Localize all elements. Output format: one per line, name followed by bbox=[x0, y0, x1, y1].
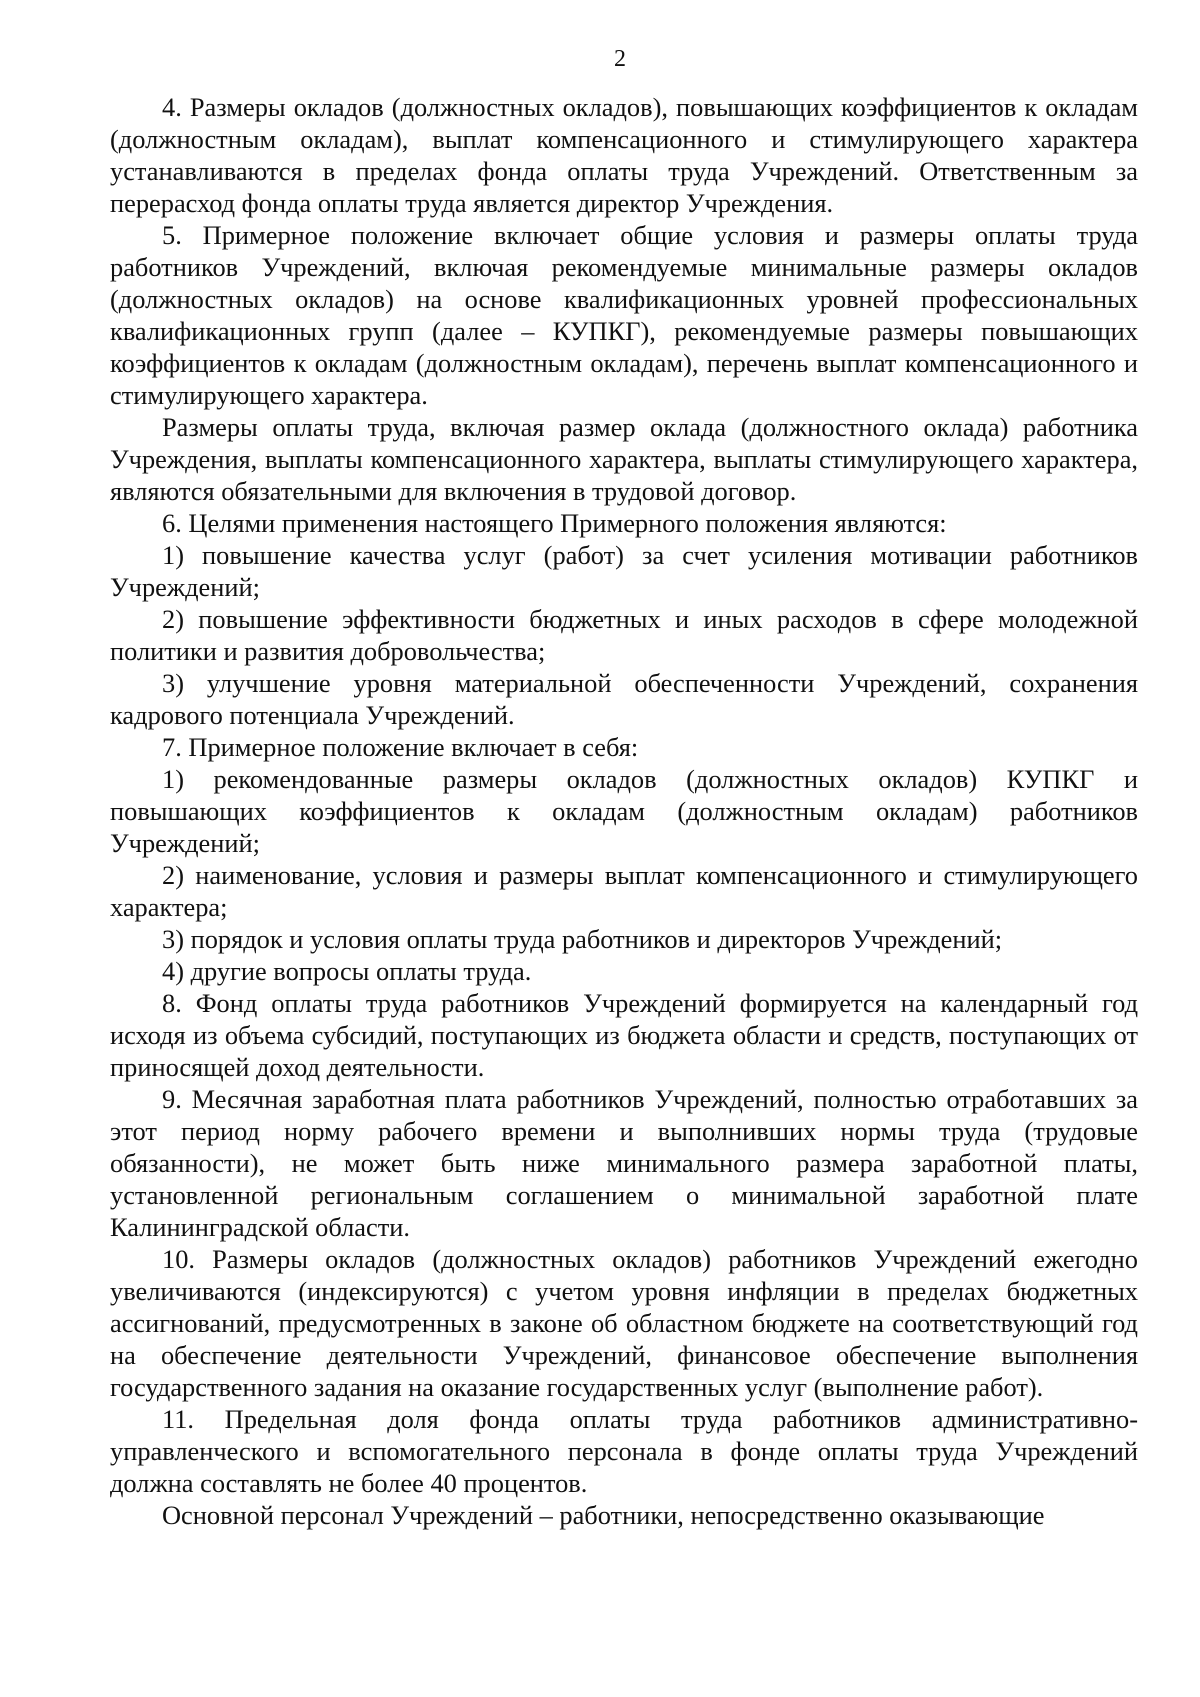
paragraph-9: 9. Месячная заработная плата работников Учреждений, полностью отработавших за этот период норму рабочего времени и выполнивших нормы труда (трудовые обязанности), не может быть ниже минимального размера заработной платы, установленной региональным соглашением о минимальной заработной плате Калининградской области. bbox=[110, 1084, 1138, 1242]
paragraph-7-item-2: 2) наименование, условия и размеры выплат компенсационного и стимулирующего характера; bbox=[110, 860, 1138, 922]
paragraph-6-item-3: 3) улучшение уровня материальной обеспеченности Учреждений, сохранения кадрового потенциала Учреждений. bbox=[110, 668, 1138, 730]
document-body bbox=[110, 91, 1138, 1531]
page-number: 2 bbox=[614, 46, 626, 72]
paragraph-7-item-4: 4) другие вопросы оплаты труда. bbox=[162, 956, 532, 986]
paragraph-6-item-1: 1) повышение качества услуг (работ) за счет усиления мотивации работников Учреждений; bbox=[110, 540, 1138, 602]
paragraph-4: 4. Размеры окладов (должностных окладов), повышающих коэффициентов к окладам (должностным окладам), выплат компенсационного и стимулирующего характера устанавливаются в пределах фонда оплаты труда Учреждений. Ответственным за перерасход фонда оплаты труда является директор Учреждения. bbox=[110, 92, 1138, 218]
paragraph-11: 11. Предельная доля фонда оплаты труда работников административно-управленческого и вспомогательного персонала в фонде оплаты труда Учреждений должна составлять не более 40 процентов. bbox=[110, 1404, 1138, 1498]
paragraph-7-item-3: 3) порядок и условия оплаты труда работников и директоров Учреждений; bbox=[162, 924, 1003, 954]
paragraph-5-pay-sizes: Размеры оплаты труда, включая размер оклада (должностного оклада) работника Учреждения, выплаты компенсационного характера, выплаты стимулирующего характера, являются обязательными для включения в трудовой договор. bbox=[110, 412, 1138, 506]
paragraph-10: 10. Размеры окладов (должностных окладов) работников Учреждений ежегодно увеличиваются (индексируются) с учетом уровня инфляции в пределах бюджетных ассигнований, предусмотренных в законе об областном бюджете на соответствующий год на обеспечение деятельности Учреждений, финансовое обеспечение выполнения государственного задания на оказание государственных услуг (выполнение работ). bbox=[110, 1244, 1138, 1402]
paragraph-6-item-2: 2) повышение эффективности бюджетных и иных расходов в сфере молодежной политики и развития добровольчества; bbox=[110, 604, 1138, 666]
paragraph-5: 5. Примерное положение включает общие условия и размеры оплаты труда работников Учреждений, включая рекомендуемые минимальные размеры окладов (должностных окладов) на основе квалификационных уровней профессиональных квалификационных групп (далее – КУПКГ), рекомендуемые размеры повышающих коэффициентов к окладам (должностным окладам), перечень выплат компенсационного и стимулирующего характера. bbox=[110, 220, 1138, 410]
paragraph-7: 7. Примерное положение включает в себя: bbox=[162, 732, 639, 762]
paragraph-8: 8. Фонд оплаты труда работников Учреждений формируется на календарный год исходя из объема субсидий, поступающих из бюджета области и средств, поступающих от приносящей доход деятельности. bbox=[110, 988, 1138, 1082]
paragraph-6: 6. Целями применения настоящего Примерного положения являются: bbox=[162, 508, 947, 538]
paragraph-11-main-staff: Основной персонал Учреждений – работники, непосредственно оказывающие bbox=[162, 1500, 1045, 1530]
paragraph-7-item-1: 1) рекомендованные размеры окладов (должностных окладов) КУПКГ и повышающих коэффициентов к окладам (должностным окладам) работников Учреждений; bbox=[110, 764, 1138, 858]
